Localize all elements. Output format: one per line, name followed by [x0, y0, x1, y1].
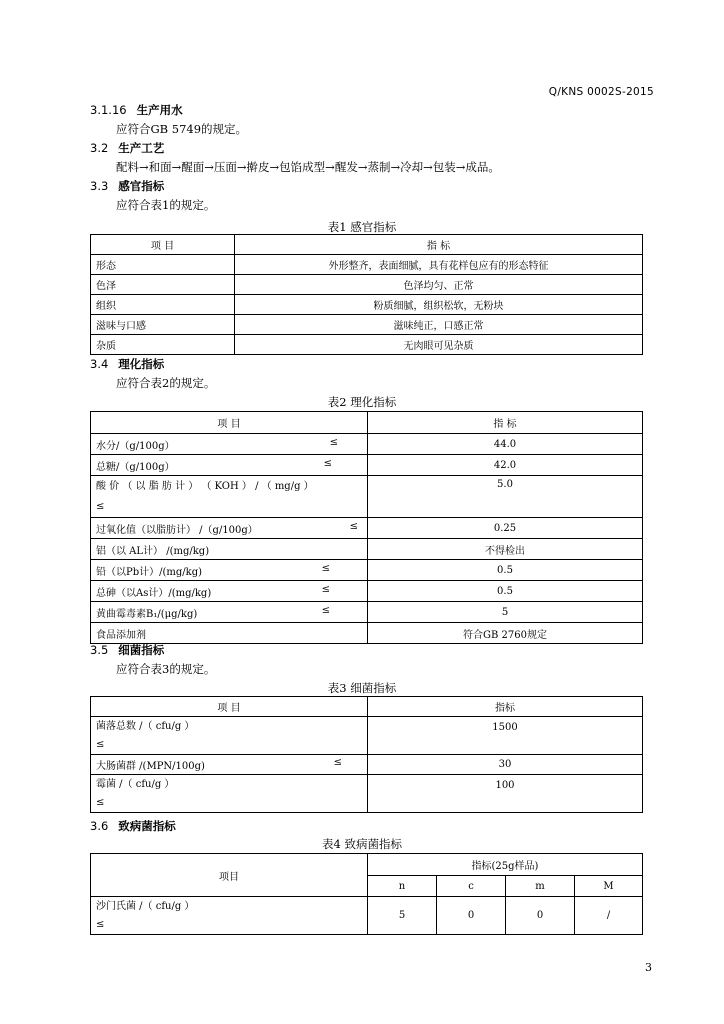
item-cell: 食品添加剂	[91, 623, 368, 644]
section-number: 3.5	[90, 643, 109, 657]
table-header-cell: 项 目	[91, 412, 368, 434]
item-cell	[91, 560, 368, 581]
value-cell: 0	[506, 897, 575, 935]
table-header-cell: m	[506, 876, 575, 897]
table3-bacteria	[90, 696, 643, 813]
item-label: 铅（以Pb计）/(mg/kg)	[96, 566, 203, 578]
item-cell: 色泽	[91, 275, 235, 295]
table-row	[91, 335, 643, 355]
value-cell: 100	[368, 775, 643, 813]
item-cell	[91, 476, 368, 518]
lte-symbol: ≤	[333, 757, 342, 768]
item-cell	[91, 897, 368, 935]
table-header-cell: 项 目	[91, 697, 368, 717]
value-cell: 0.25	[368, 518, 643, 539]
table2-physicochemical	[90, 411, 643, 644]
item-cell: 铝（以 AL计） /(mg/kg)	[91, 539, 368, 560]
table-row	[91, 560, 643, 581]
value-cell: /	[575, 897, 643, 935]
table-row	[91, 315, 643, 335]
value-cell: 符合GB 2760规定	[368, 623, 643, 644]
item-cell: 形态	[91, 255, 235, 275]
lte-symbol: ≤	[321, 562, 330, 574]
lte-symbol: ≤	[329, 436, 338, 448]
item-label: 酸 价 （ 以 脂 肪 计 ） （ KOH ） / （ mg/g ）	[96, 481, 314, 492]
table-header-cell: M	[575, 876, 643, 897]
item-label: 总糖/（g/100g）	[96, 461, 175, 473]
section-heading-3-6	[90, 818, 176, 834]
lte-symbol: ≤	[96, 501, 105, 512]
table-row	[91, 518, 643, 539]
item-cell: 杂质	[91, 335, 235, 355]
lte-symbol: ≤	[96, 797, 105, 808]
value-cell: 粉质细腻，组织松软，无粉块	[235, 295, 643, 315]
section-title: 生产工艺	[118, 141, 165, 155]
lte-symbol: ≤	[349, 520, 358, 532]
section-number: 3.1.16	[90, 103, 127, 117]
table-header-cell: c	[437, 876, 506, 897]
value-cell: 色泽均匀、正常	[235, 275, 643, 295]
value-cell: 5	[368, 897, 437, 935]
value-cell: 滋味纯正，口感正常	[235, 315, 643, 335]
section-number: 3.3	[90, 179, 109, 193]
table-row	[91, 255, 643, 275]
value-cell: 5	[368, 602, 643, 623]
table-row	[91, 623, 643, 644]
lte-symbol: ≤	[323, 457, 332, 469]
section-title: 细菌指标	[118, 643, 165, 657]
lte-symbol: ≤	[96, 919, 105, 930]
value-cell: 外形整齐，表面细腻，具有花样包应有的形态特征	[235, 255, 643, 275]
page-number: 3	[645, 961, 652, 974]
value-cell: 30	[368, 755, 643, 775]
table-row	[91, 476, 643, 518]
section-title: 感官指标	[118, 179, 165, 193]
table-header-row	[91, 412, 643, 434]
section-number: 3.4	[90, 357, 109, 371]
section-text: 应符合表2的规定。	[116, 376, 216, 390]
table-header-cell: 指 标	[368, 412, 643, 434]
section-number: 3.6	[90, 819, 109, 833]
item-label: 沙门氏菌 /（ cfu/g ）	[96, 901, 195, 912]
item-label: 水分/（g/100g）	[96, 440, 175, 452]
item-cell	[91, 602, 368, 623]
table-row	[91, 755, 643, 775]
section-heading-3-1-16	[90, 102, 183, 118]
value-cell: 5.0	[368, 476, 643, 518]
section-heading-3-5	[90, 642, 164, 658]
value-cell: 不得检出	[368, 539, 643, 560]
document-code: Q/KNS 0002S-2015	[548, 86, 654, 98]
item-label: 大肠菌群 /(MPN/100g)	[96, 761, 205, 772]
table1-sensory	[90, 234, 643, 355]
section-text: 应符合表1的规定。	[116, 198, 216, 212]
table4-pathogens	[90, 853, 643, 935]
table-row	[91, 897, 643, 935]
table-header-cell: 项 目	[91, 235, 235, 255]
value-cell: 42.0	[368, 455, 643, 476]
table-header-row	[91, 235, 643, 255]
table-row	[91, 717, 643, 755]
section-text: 应符合表3的规定。	[116, 662, 216, 676]
item-cell	[91, 434, 368, 455]
table-header-cell: 项目	[91, 854, 368, 897]
table-header-row	[91, 854, 643, 876]
table4-caption: 表4 致病菌指标	[322, 837, 402, 851]
table-row	[91, 275, 643, 295]
item-cell: 组织	[91, 295, 235, 315]
table-header-row	[91, 697, 643, 717]
table-header-cell: 指标	[368, 697, 643, 717]
value-cell: 无肉眼可见杂质	[235, 335, 643, 355]
item-label: 菌落总数 /（ cfu/g ）	[96, 721, 195, 732]
value-cell: 0.5	[368, 581, 643, 602]
item-cell	[91, 717, 368, 755]
lte-symbol: ≤	[96, 739, 105, 750]
item-cell	[91, 518, 368, 539]
section-heading-3-2	[90, 140, 164, 156]
lte-symbol: ≤	[321, 604, 330, 616]
section-text: 配料→和面→醒面→压面→擀皮→包馅成型→醒发→蒸制→冷却→包装→成品。	[116, 160, 500, 174]
item-cell	[91, 455, 368, 476]
item-cell: 滋味与口感	[91, 315, 235, 335]
section-title: 生产用水	[136, 103, 183, 117]
item-cell	[91, 755, 368, 775]
value-cell: 0	[437, 897, 506, 935]
table-row	[91, 581, 643, 602]
section-title: 理化指标	[118, 357, 165, 371]
table1-caption: 表1 感官指标	[327, 220, 397, 234]
table-row	[91, 434, 643, 455]
item-label: 总砷（以As计）/(mg/kg)	[96, 587, 212, 599]
lte-symbol: ≤	[321, 583, 330, 595]
section-text: 应符合GB 5749的规定。	[116, 122, 248, 136]
value-cell: 1500	[368, 717, 643, 755]
table-row	[91, 539, 643, 560]
section-heading-3-3	[90, 178, 164, 194]
section-number: 3.2	[90, 141, 109, 155]
item-cell	[91, 775, 368, 813]
table-header-cell: 指 标	[235, 235, 643, 255]
table-row	[91, 775, 643, 813]
section-heading-3-4	[90, 356, 164, 372]
value-cell: 44.0	[368, 434, 643, 455]
table-header-cell: n	[368, 876, 437, 897]
table-row	[91, 295, 643, 315]
item-cell	[91, 581, 368, 602]
value-cell: 0.5	[368, 560, 643, 581]
item-label: 过氧化值（以脂肪计） /（g/100g）	[96, 524, 258, 536]
table-row	[91, 455, 643, 476]
item-label: 霉菌 /（ cfu/g ）	[96, 779, 175, 790]
item-label: 黄曲霉毒素B₁/(μg/kg)	[96, 608, 198, 620]
table-row	[91, 602, 643, 623]
table2-caption: 表2 理化指标	[327, 395, 397, 409]
table-header-cell: 指标(25g样品)	[368, 854, 643, 876]
section-title: 致病菌指标	[118, 819, 176, 833]
table3-caption: 表3 细菌指标	[327, 681, 397, 695]
